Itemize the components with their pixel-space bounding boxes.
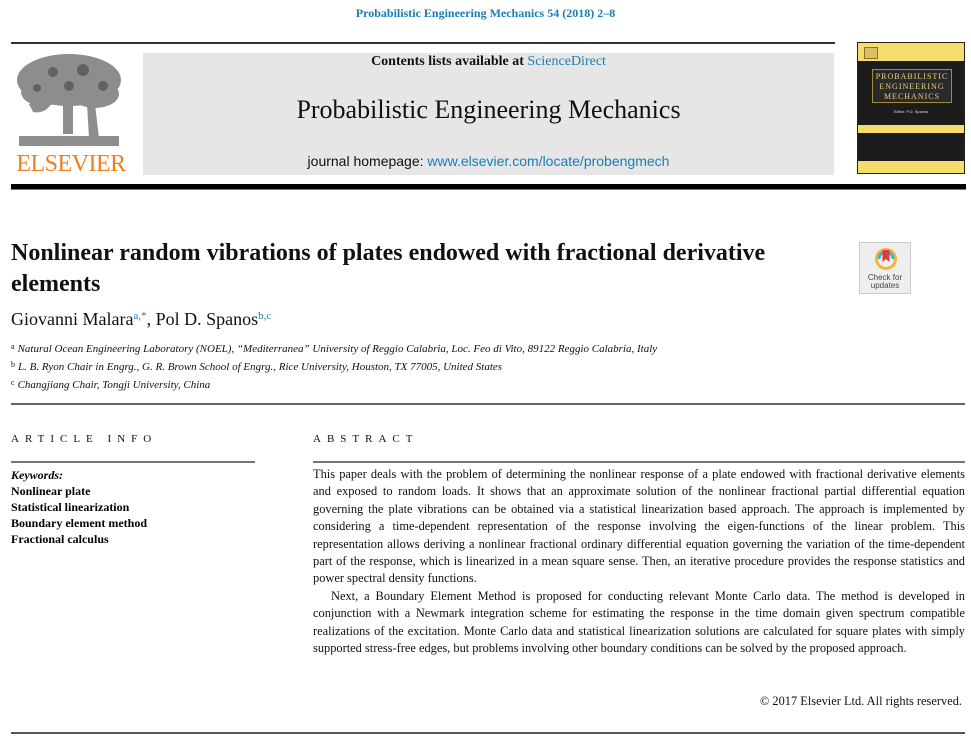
section-divider <box>11 403 965 405</box>
cover-title-line: MECHANICS <box>883 92 941 101</box>
abstract-paragraph: Next, a Boundary Element Method is proposed for conducting relevant Monte Carlo data. The method is developed in conjunction with a Newmark integration scheme for estimating the response in the time domain given spectrum compatible realizations of the excitation. Monte Carlo data and statistical linearization solutions are calculated for square plates with simply supported stress-free edges, but problems involving other boundary conditions can be solved by the proposed approach. <box>313 588 965 656</box>
cover-title <box>872 69 952 103</box>
author-name[interactable]: Pol D. Spanos <box>155 309 259 329</box>
keyword-item: Statistical linearization <box>11 500 130 514</box>
header-rule <box>11 42 835 44</box>
author-name[interactable]: Giovanni Malara <box>11 309 134 329</box>
author-affiliation-marks[interactable]: a,* <box>133 310 147 322</box>
journal-homepage-link[interactable]: www.elsevier.com/locate/probengmech <box>427 153 670 169</box>
contents-prefix: Contents lists available at <box>371 54 528 69</box>
author-affiliation-marks[interactable]: b,c <box>258 310 272 322</box>
abstract-paragraph: This paper deals with the problem of determining the nonlinear response of a plate endowed with fractional derivative elements and exposed to random loads. It shows that an approximate solution of the nonlinear fractional partial differential equation governing the plate vibrations can be obtained via a statistical linearization based approach. The approach is implemented by considering a time-dependent representation of the response involving the eigen-functions of the linear problem. This representation allows deriving a nonlinear fractional ordinary differential equation governing the variation of the time-dependent part of the response, which is linearized in a mean square sense. Then, an iterative procedure provides the response statistics and power spectral density functions. <box>313 467 965 586</box>
affiliation-text: Natural Ocean Engineering Laboratory (NOEL), “Mediterranea” University of Reggio Calabria, Loc. Feo di Vito, 89122 Reggio Calabria, Italy <box>17 343 658 355</box>
article-info-heading: ARTICLE INFO <box>11 433 158 445</box>
affiliation-item <box>11 375 657 393</box>
footer-rule <box>11 732 965 734</box>
affiliation-mark: c <box>11 378 15 387</box>
article-info-rule <box>11 461 255 463</box>
crossmark-label-line: updates <box>870 281 900 290</box>
check-for-updates-button[interactable] <box>859 242 911 294</box>
keyword-item: Nonlinear plate <box>11 484 91 498</box>
homepage-prefix: journal homepage: <box>307 153 428 169</box>
crossmark-icon <box>875 247 897 271</box>
elsevier-tree-icon <box>13 52 125 150</box>
copyright-notice: © 2017 Elsevier Ltd. All rights reserved. <box>759 694 962 708</box>
masthead-divider-shadow <box>11 189 966 190</box>
cover-emblem-icon <box>864 47 878 59</box>
author-separator: , <box>146 309 156 329</box>
keyword-item: Fractional calculus <box>11 532 109 546</box>
affiliation-mark: b <box>11 360 15 369</box>
abstract-rule <box>313 461 965 463</box>
contents-line <box>143 54 834 70</box>
homepage-line <box>143 153 834 169</box>
article-title: Nonlinear random vibrations of plates endowed with fractional derivative elements <box>11 240 766 297</box>
abstract-body <box>313 466 965 657</box>
cover-editor: Editor: P.D. Spanos <box>893 109 929 114</box>
journal-cover-image[interactable] <box>857 42 965 174</box>
keyword-item: Boundary element method <box>11 516 147 530</box>
keywords-block <box>11 467 147 547</box>
affiliation-text: L. B. Ryon Chair in Engrg., G. R. Brown School of Engrg., Rice University, Houston, TX 77005, United States <box>18 361 503 373</box>
cover-title-line: ENGINEERING <box>879 82 945 91</box>
affiliation-list <box>11 339 657 393</box>
keywords-label: Keywords: <box>11 468 63 482</box>
author-list <box>11 309 271 330</box>
journal-name: Probabilistic Engineering Mechanics <box>296 95 681 124</box>
sciencedirect-link[interactable]: ScienceDirect <box>527 54 606 69</box>
affiliation-item <box>11 357 657 375</box>
crossmark-label <box>860 274 910 290</box>
cover-band-bottom <box>858 133 964 161</box>
affiliation-item <box>11 339 657 357</box>
affiliation-text: Changjiang Chair, Tongji University, China <box>17 379 211 391</box>
abstract-heading: ABSTRACT <box>313 433 419 445</box>
cover-title-line: PROBABILISTIC <box>875 72 949 81</box>
journal-masthead <box>143 53 834 175</box>
crossmark-label-line: Check for <box>867 273 903 282</box>
affiliation-mark: a <box>11 342 15 351</box>
elsevier-wordmark: ELSEVIER <box>16 151 126 177</box>
journal-citation-link[interactable]: Probabilistic Engineering Mechanics 54 (2018) 2–8 <box>355 6 616 20</box>
elsevier-logo[interactable] <box>11 52 131 176</box>
